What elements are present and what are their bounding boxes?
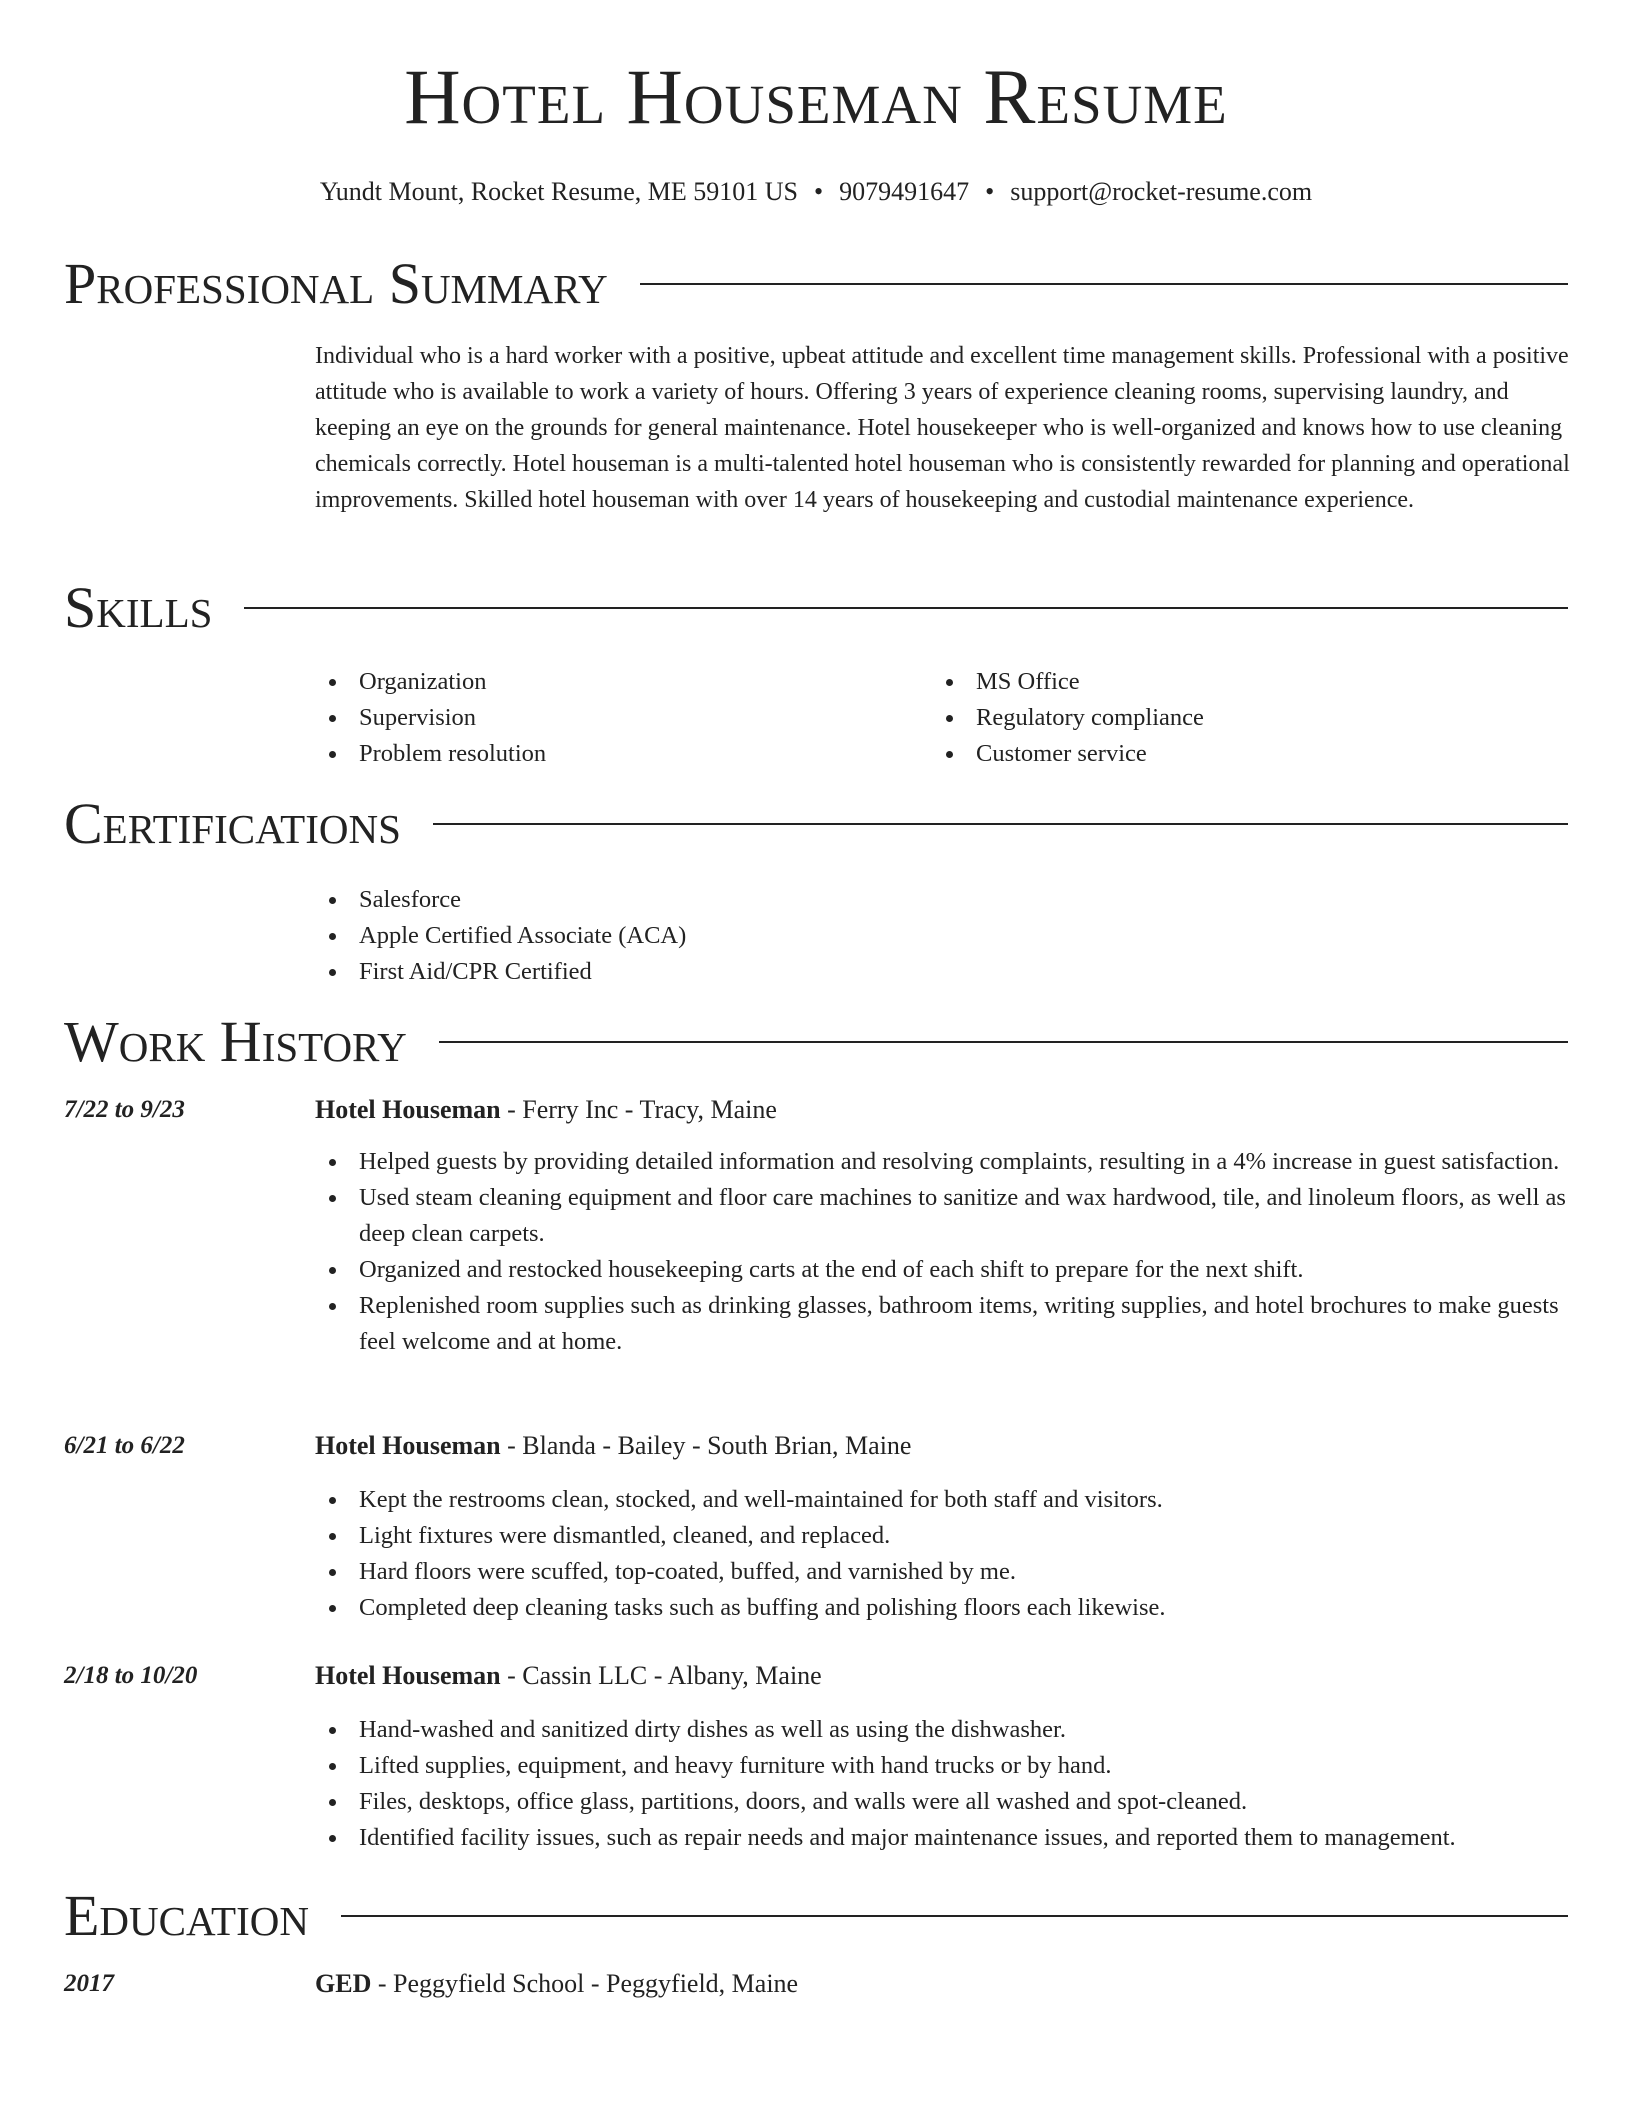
section-header-education [64,1884,1568,1948]
list-item [315,1482,1570,1518]
job-dates: 2/18 to 10/20 [64,1662,198,1689]
education-school: - Peggyfield School - Peggyfield, Maine [371,1969,799,1998]
section-title-education: Education [64,1883,309,1948]
skill-label: Supervision [359,704,477,731]
duty-text: Helped guests by providing detailed information and resolving complaints, resulting in a 4% increase in guest satisfaction. [359,1148,1560,1175]
section-divider [433,823,1568,825]
skill-label: Problem resolution [359,740,547,767]
list-item [932,736,1532,772]
section-title-work-history: Work History [64,1009,407,1074]
bullet-icon [329,715,336,722]
list-item [315,954,1215,990]
list-item [315,1518,1570,1554]
list-item [315,1288,1570,1360]
duty-text: Hand-washed and sanitized dirty dishes as well as using the dishwasher. [359,1716,1066,1743]
list-item [315,918,1215,954]
bullet-icon [329,1727,336,1734]
bullet-icon [946,679,953,686]
bullet-icon [329,1267,336,1274]
education-year: 2017 [64,1970,114,1997]
education-line [315,1966,798,2002]
bullet-icon [329,1533,336,1540]
contact-email: support@rocket-resume.com [1010,177,1313,206]
list-item [315,1590,1570,1626]
list-item [315,1180,1570,1252]
contact-separator: • [985,177,995,206]
job-dates: 6/21 to 6/22 [64,1432,185,1459]
section-divider [341,1915,1568,1917]
skill-label: Regulatory compliance [976,704,1204,731]
bullet-icon [329,1799,336,1806]
certifications-list [315,882,1215,990]
job-title-line [315,1092,777,1128]
skill-label: MS Office [976,668,1080,695]
contact-separator: • [813,177,824,206]
list-item [315,1144,1570,1180]
job-duties-list [315,1712,1570,1856]
section-header-certifications [64,792,1568,856]
list-item [315,1554,1570,1590]
list-item [315,882,1215,918]
section-divider [439,1041,1568,1043]
bullet-icon [329,1497,336,1504]
job-duties-list [315,1482,1570,1626]
skills-list-right [932,664,1532,772]
section-divider [640,283,1568,285]
list-item [315,1784,1570,1820]
contact-phone: 9079491647 [839,177,970,206]
job-employer: - Ferry Inc - Tracy, Maine [500,1095,777,1124]
bullet-icon [946,751,953,758]
job-employer: - Blanda - Bailey - South Brian, Maine [500,1431,912,1460]
contact-address: Yundt Mount, Rocket Resume, ME 59101 US [319,177,798,206]
duty-text: Identified facility issues, such as repair needs and major maintenance issues, and reported them to management. [359,1824,1456,1851]
list-item [315,664,915,700]
duty-text: Replenished room supplies such as drinking glasses, bathroom items, writing supplies, and hotel brochures to make guests feel welcome and at home. [359,1292,1559,1355]
duty-text: Hard floors were scuffed, top-coated, buffed, and varnished by me. [359,1558,1016,1585]
job-title-line [315,1658,822,1694]
list-item [315,1748,1570,1784]
job-title-line [315,1428,911,1464]
duty-text: Light fixtures were dismantled, cleaned, and replaced. [359,1522,891,1549]
skill-label: Customer service [976,740,1147,767]
list-item [315,1712,1570,1748]
job-role: Hotel Houseman [315,1431,501,1460]
duty-text: Lifted supplies, equipment, and heavy furniture with hand trucks or by hand. [359,1752,1112,1779]
bullet-icon [329,1605,336,1612]
bullet-icon [329,1835,336,1842]
skills-list-left [315,664,915,772]
contact-line [0,176,1632,208]
list-item [932,664,1532,700]
list-item [932,700,1532,736]
bullet-icon [329,679,336,686]
section-header-summary [64,252,1568,316]
resume-title: Hotel Houseman Resume [404,53,1228,140]
bullet-icon [329,1569,336,1576]
summary-text: Individual who is a hard worker with a positive, upbeat attitude and excellent time management skills. Professional with a positive attitude who is available to work a variety of hours. Offering 3 years of experience cleaning rooms, supervising laundry, and keeping an eye on the grounds for general maintenance. Hotel housekeeper who is well-organized and knows how to use cleaning chemicals correctly. Hotel houseman is a multi-talented hotel houseman who is consistently rewarded for planning and operational improvements. Skilled hotel houseman with over 14 years of housekeeping and custodial maintenance experience. [315,343,1570,513]
section-title-skills: Skills [64,575,213,640]
section-title-certifications: Certifications [64,791,401,856]
bullet-icon [329,1195,336,1202]
certification-label: Apple Certified Associate (ACA) [359,922,687,949]
bullet-icon [329,1763,336,1770]
duty-text: Used steam cleaning equipment and floor care machines to sanitize and wax hardwood, tile, and linoleum floors, as well as deep clean carpets. [359,1184,1566,1247]
section-header-skills [64,576,1568,640]
certification-label: First Aid/CPR Certified [359,958,592,985]
bullet-icon [329,933,336,940]
duty-text: Files, desktops, office glass, partitions, doors, and walls were all washed and spot-cleaned. [359,1788,1248,1815]
duty-text: Organized and restocked housekeeping carts at the end of each shift to prepare for the next shift. [359,1256,1304,1283]
job-role: Hotel Houseman [315,1661,501,1690]
section-title-summary: Professional Summary [64,251,608,316]
job-duties-list [315,1144,1570,1360]
bullet-icon [329,969,336,976]
job-role: Hotel Houseman [315,1095,501,1124]
list-item [315,736,915,772]
certification-label: Salesforce [359,886,462,913]
duty-text: Kept the restrooms clean, stocked, and well-maintained for both staff and visitors. [359,1486,1163,1513]
bullet-icon [329,751,336,758]
duty-text: Completed deep cleaning tasks such as buffing and polishing floors each likewise. [359,1594,1166,1621]
list-item [315,1820,1570,1856]
skill-label: Organization [359,668,487,695]
bullet-icon [329,1303,336,1310]
job-dates: 7/22 to 9/23 [64,1096,185,1123]
bullet-icon [329,897,336,904]
section-divider [244,607,1568,609]
list-item [315,1252,1570,1288]
section-header-work-history [64,1010,1568,1074]
bullet-icon [329,1159,336,1166]
list-item [315,700,915,736]
education-degree: GED [315,1969,372,1998]
job-employer: - Cassin LLC - Albany, Maine [500,1661,822,1690]
bullet-icon [946,715,953,722]
